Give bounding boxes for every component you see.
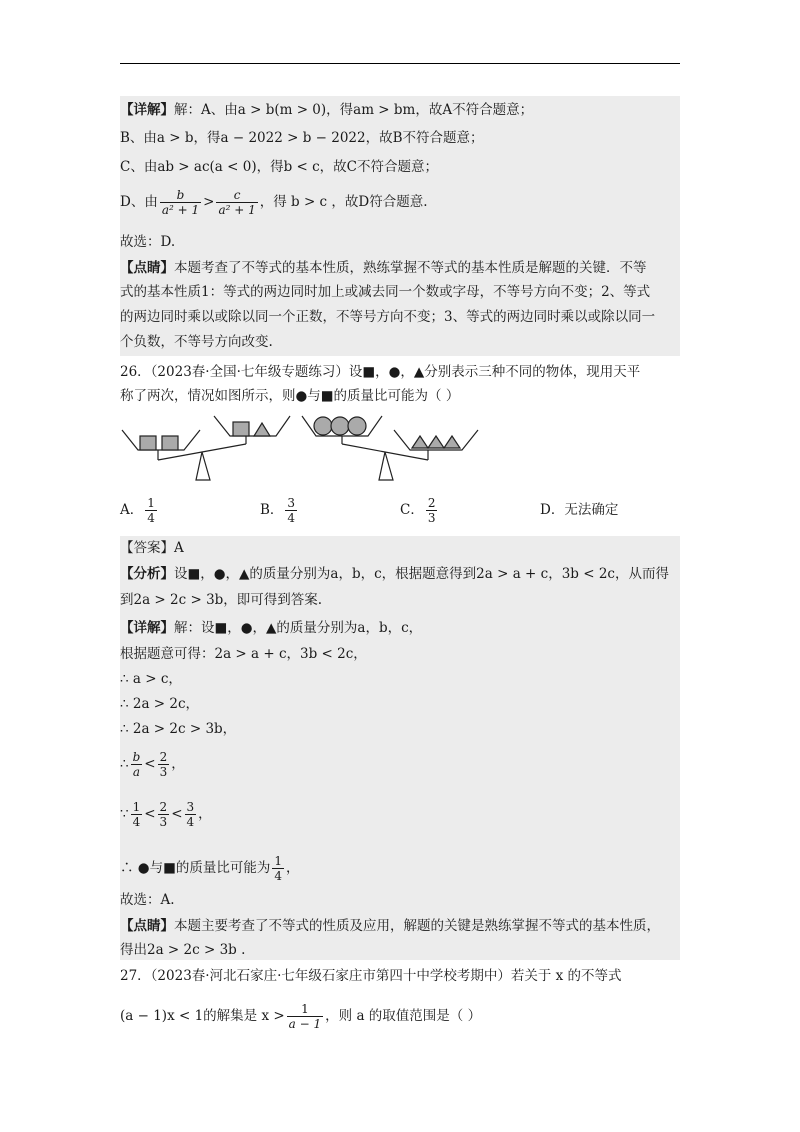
gt-sign: > (203, 194, 215, 210)
analysis-heading: 【分析】 (120, 566, 174, 582)
prev-remark-3: 的两边同时乘以或除以同一个正数，不等号方向不变；3、等式的两边同时乘以或除以同一 (120, 309, 656, 325)
detail-line-3: ∴ a > c， (120, 671, 182, 687)
frac-num: 2 (159, 750, 168, 764)
analysis-line-2: 到2a > 2c > 3b，即可得到答案. (120, 592, 323, 608)
detail-heading: 【详解】 (120, 102, 174, 118)
prev-detail-a (120, 100, 533, 120)
frac-num: 2 (159, 800, 168, 814)
scale-2-fulcrum (379, 452, 393, 480)
fraction-1-over-4 (272, 854, 284, 883)
option-a[interactable] (120, 496, 159, 525)
frac-den: 3 (427, 511, 436, 525)
detail-text: 解：设■，●，▲的质量分别为a，b，c， (174, 620, 423, 636)
question-26-line-2: 称了两次，情况如图所示，则●与■的质量比可能为（ ） (120, 388, 460, 404)
fraction-b-over-a (131, 750, 143, 779)
frac-num: 1 (147, 496, 155, 510)
option-text: 无法确定 (564, 502, 619, 518)
square-object (140, 436, 156, 450)
detail-heading: 【详解】 (120, 620, 174, 636)
frac-den: 4 (132, 815, 141, 829)
prev-remark-4: 个负数，不等号方向改变. (120, 334, 273, 350)
frac-num: 1 (132, 800, 141, 814)
fraction-2-over-3 (158, 800, 170, 829)
circle-object (348, 417, 366, 435)
frac-den: 4 (287, 511, 296, 525)
prev-detail-b: B、由a > b，得a − 2022 > b − 2022，故B不符合题意； (120, 130, 484, 146)
remark-text: 本题考查了不等式的基本性质，熟练掌握不等式的基本性质是解题的关键．不等 (174, 260, 647, 276)
square-object (233, 422, 249, 436)
scale-1 (122, 416, 290, 480)
choose-line: 故选：A. (120, 892, 175, 908)
frac-num: 3 (186, 800, 195, 814)
comma: ， (285, 860, 300, 876)
scale-1-fulcrum (196, 452, 210, 480)
question-26-line-1: 26．（2023春·全国·七年级专题练习）设■，●，▲分别表示三种不同的物体，现用天平 (120, 364, 641, 380)
option-letter: B． (260, 502, 284, 518)
remark-line-2: 得出2a > 2c > 3b . (120, 942, 246, 958)
option-fraction (285, 496, 297, 525)
fraction-1-over-a-minus-1 (287, 1002, 323, 1031)
analysis-text: 设■，●，▲的质量分别为a，b，c，根据题意得到2a > a + c，3b < 2c，从而得 (174, 566, 669, 582)
triangle-object (254, 423, 270, 436)
prev-detail-c: C、由ab > ac(a < 0)，得b < c，故C不符合题意； (120, 159, 439, 175)
option-letter: C． (400, 502, 424, 518)
frac-den: 4 (186, 815, 195, 829)
square-object (162, 436, 178, 450)
remark-text: 本题主要考查了不等式的性质及应用，解题的关键是熟练掌握不等式的基本性质， (174, 918, 660, 934)
header-rule (120, 63, 680, 64)
question-27-line-2 (120, 1002, 682, 1031)
option-d[interactable] (540, 500, 618, 520)
scale-1-right-pan (214, 416, 290, 436)
frac-num: 2 (427, 496, 436, 510)
because-symbol: ∵ (120, 806, 129, 822)
frac-num: 1 (274, 854, 282, 868)
detail-line-5: ∴ 2a > 2c > 3b， (120, 721, 237, 737)
detail-line-8 (120, 854, 299, 883)
prev-remark-1 (120, 258, 647, 278)
prev-choose: 故选：D. (120, 234, 176, 250)
fraction-1-over-4 (131, 800, 143, 829)
solution-26-block (120, 536, 680, 960)
detail-line-2: 根据题意可得：2a > a + c，3b < 2c， (120, 646, 367, 662)
prev-detail-d (120, 188, 428, 217)
frac-num: c (216, 188, 257, 203)
remark-heading: 【点睛】 (120, 918, 174, 934)
option-fraction (145, 496, 157, 525)
balance-scales-figure (118, 410, 498, 484)
fraction-3-over-4 (185, 800, 197, 829)
triangle-object (428, 436, 444, 448)
triangle-object (412, 436, 428, 448)
prev-solution-block (120, 96, 680, 356)
option-letter: A． (120, 502, 144, 518)
option-c[interactable] (400, 496, 439, 525)
circle-object (314, 417, 332, 435)
detail-d-suffix: ，得 b > c ，故D符合题意. (259, 194, 428, 210)
comma: ， (198, 806, 212, 822)
detail-line-6 (120, 750, 185, 779)
frac-den: 4 (147, 511, 155, 525)
detail-a-text: 解：A、由a > b(m > 0)，得am > bm，故A不符合题意； (174, 102, 534, 118)
circle-object (331, 417, 349, 435)
frac-den: 3 (159, 815, 168, 829)
answer-line: 【答案】A (120, 540, 184, 556)
detail-d-prefix: D、由 (120, 194, 158, 210)
detail-line-7 (120, 800, 212, 829)
fraction-c-over-a2p1 (216, 188, 257, 217)
conclusion-text: ∴ ●与■的质量比可能为 (120, 860, 271, 876)
prev-remark-2: 式的基本性质1：等式的两边同时加上或减去同一个数或字母，不等号方向不变；2、等式 (120, 284, 651, 300)
scale-1-left-pan (122, 430, 200, 450)
fraction-b-over-a2p1 (160, 188, 201, 217)
comma: ， (171, 756, 185, 772)
question-27-line-1: 27．（2023春·河北石家庄·七年级石家庄市第四十中学校考期中）若关于 x 的不等式 (120, 968, 622, 984)
triangle-object (444, 436, 460, 448)
frac-num: b (132, 750, 141, 764)
option-letter: D． (540, 502, 565, 518)
frac-den: 3 (159, 765, 168, 779)
frac-den: a (132, 765, 141, 779)
remark-heading: 【点睛】 (120, 260, 174, 276)
lt-sign: < (144, 756, 156, 772)
detail-line-4: ∴ 2a > 2c， (120, 696, 200, 712)
frac-num: b (160, 188, 201, 203)
remark-line-1 (120, 916, 660, 936)
lt-sign: < (171, 806, 183, 822)
fraction-2-over-3 (158, 750, 170, 779)
frac-num: 1 (287, 1002, 323, 1017)
analysis-line-1 (120, 564, 669, 584)
scale-2 (302, 416, 478, 480)
frac-den: a² + 1 (161, 203, 200, 217)
q27-suffix: ，则 a 的取值范围是（ ） (325, 1008, 482, 1024)
detail-line-1 (120, 618, 422, 638)
frac-den: 4 (274, 869, 282, 883)
frac-num: 3 (287, 496, 296, 510)
q27-inequality: (a − 1)x < 1的解集是 x > (120, 1008, 285, 1024)
option-fraction (426, 496, 438, 525)
therefore-symbol: ∴ (120, 756, 129, 772)
frac-den: a² + 1 (218, 203, 256, 217)
lt-sign: < (144, 806, 156, 822)
frac-den: a − 1 (288, 1017, 322, 1031)
option-b[interactable] (260, 496, 299, 525)
